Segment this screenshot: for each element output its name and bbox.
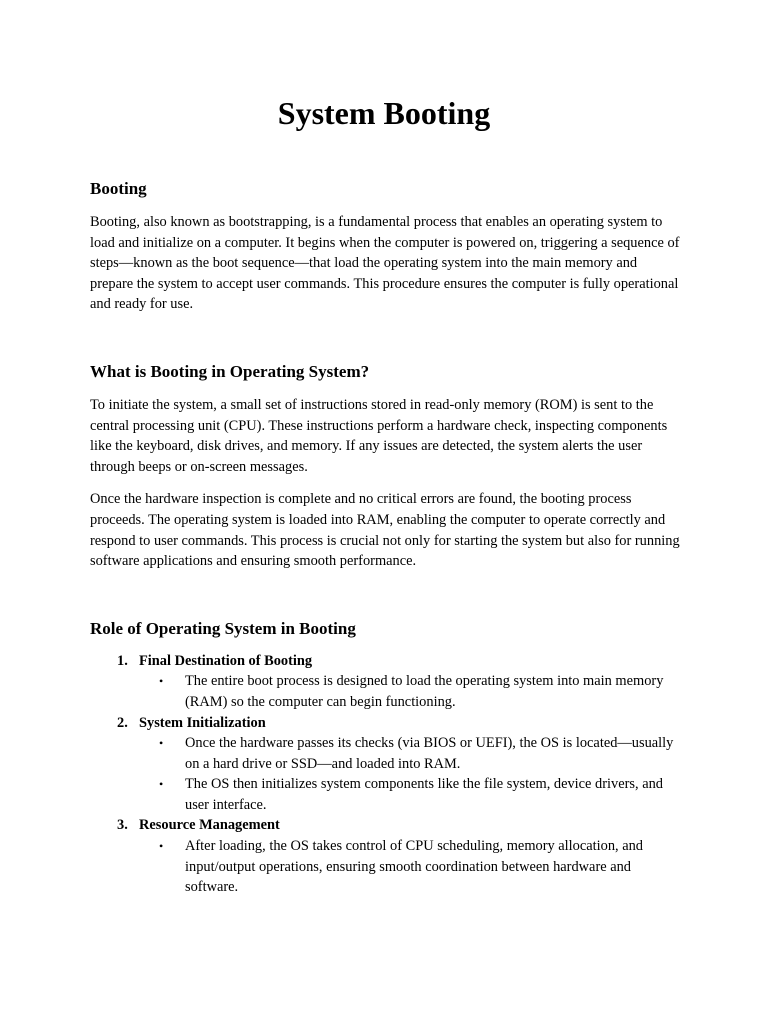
numbered-list bbox=[90, 651, 680, 898]
bullet-list bbox=[139, 671, 680, 712]
bullet-list bbox=[139, 733, 680, 815]
list-item-title: System Initialization bbox=[139, 714, 266, 731]
bullet-icon: • bbox=[159, 777, 164, 792]
list-number: 2. bbox=[117, 714, 128, 731]
document-body bbox=[90, 177, 680, 898]
page-title: System Booting bbox=[277, 95, 491, 131]
bullet-icon: • bbox=[159, 674, 164, 689]
section-heading-what-is-booting: What is Booting in Operating System? bbox=[90, 361, 370, 381]
bullet-text: Once the hardware passes its checks (via BIOS or UEFI), the OS is located—usually on a hard drive or SSD—and loaded into RAM. bbox=[185, 735, 674, 772]
section-heading-role-of-os: Role of Operating System in Booting bbox=[90, 618, 356, 638]
bullet-item bbox=[139, 671, 680, 712]
bullet-text: The OS then initializes system components like the file system, device drivers, and user interface. bbox=[185, 776, 663, 813]
bullet-list bbox=[139, 836, 680, 898]
bullet-text: After loading, the OS takes control of CPU scheduling, memory allocation, and input/output operations, ensuring smooth coordination between hardware and software. bbox=[185, 838, 644, 896]
list-number: 3. bbox=[117, 817, 128, 834]
bullet-icon: • bbox=[159, 736, 164, 751]
bullet-item bbox=[139, 733, 680, 774]
list-number: 1. bbox=[117, 652, 128, 669]
paragraph-what-1: To initiate the system, a small set of instructions stored in read-only memory (ROM) is sent to the central processing unit (CPU). These instructions perform a hardware check, inspecting components like the keyboard, disk drives, and memory. If any issues are detected, the system alerts the user through beeps or on-screen messages. bbox=[90, 396, 668, 475]
section-heading-booting: Booting bbox=[90, 179, 147, 198]
list-item bbox=[90, 713, 680, 816]
bullet-icon: • bbox=[159, 839, 164, 854]
list-item bbox=[90, 651, 680, 713]
paragraph-booting: Booting, also known as bootstrapping, is a fundamental process that enables an operating system to load and initialize on a computer. It begins when the computer is powered on, triggering a sequence of steps—known as the boot sequence—that load the operating system into the main memory and prepare the system to accept user commands. This procedure ensures the computer is fully operational and ready for use. bbox=[90, 214, 680, 313]
bullet-text: The entire boot process is designed to load the operating system into main memory (RAM) so the computer can begin functioning. bbox=[185, 673, 664, 710]
list-item-title: Resource Management bbox=[139, 817, 280, 834]
bullet-item bbox=[139, 774, 680, 815]
paragraph-what-2: Once the hardware inspection is complete and no critical errors are found, the booting process proceeds. The operating system is loaded into RAM, enabling the computer to operate correctly and respond to user commands. This process is crucial not only for starting the system but also for running software applications and ensuring smooth performance. bbox=[90, 491, 680, 570]
bullet-item bbox=[139, 836, 680, 898]
list-item bbox=[90, 815, 680, 897]
list-item-title: Final Destination of Booting bbox=[139, 652, 313, 669]
